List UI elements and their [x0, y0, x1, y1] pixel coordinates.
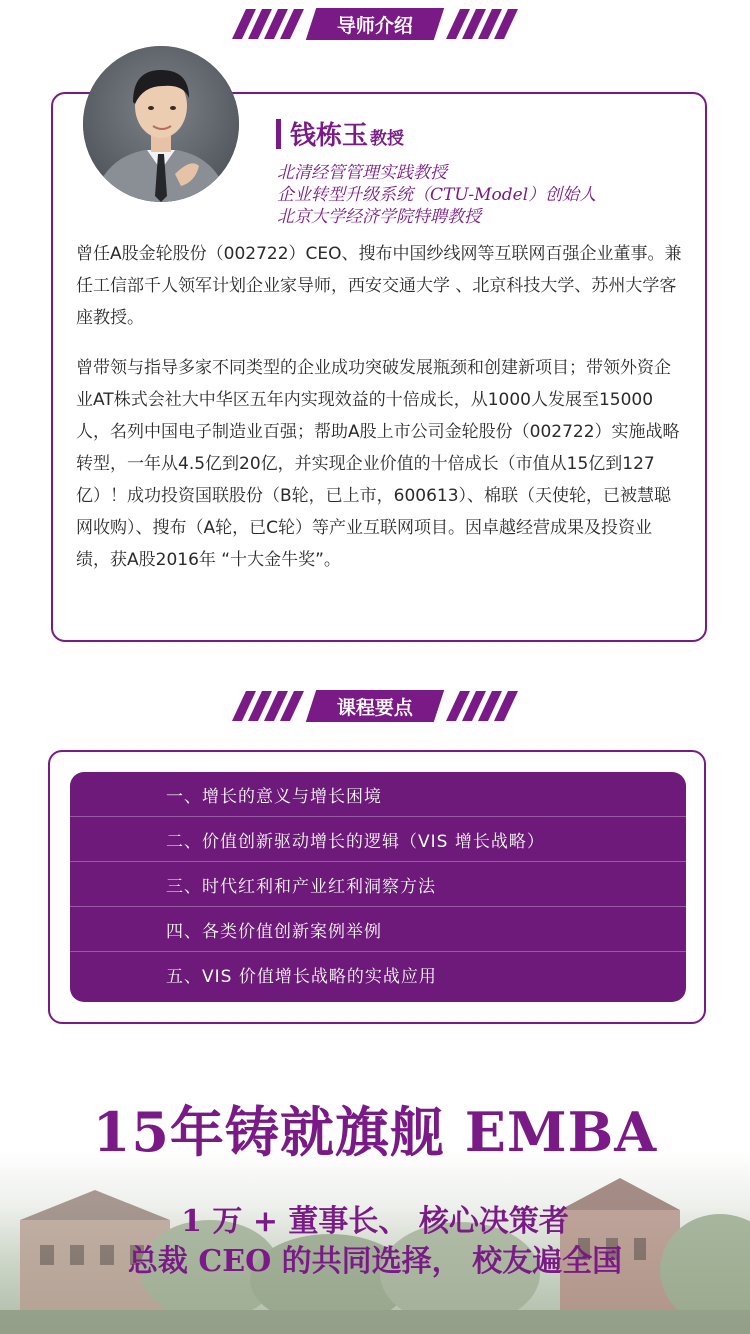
name-accent-bar — [276, 119, 281, 149]
header-stripes-right — [453, 691, 511, 721]
mentor-section-header — [0, 6, 750, 42]
promo-subline-2: 总裁 CEO 的共同选择， 校友遍全国 — [127, 1244, 623, 1279]
promo-subline-1: 1 万 + 董事长、 核心决策者 — [181, 1204, 569, 1239]
mentor-title-line: 北京大学经济学院特聘教授 — [277, 207, 481, 227]
header-stripes-left — [239, 691, 297, 721]
course-item: 三、时代红利和产业红利洞察方法 — [70, 862, 686, 907]
course-item: 二、价值创新驱动增长的逻辑（VIS 增长战略） — [70, 817, 686, 862]
mentor-bio-paragraph-2: 曾带领与指导多家不同类型的企业成功突破发展瓶颈和创建新项目；带领外资企业AT株式会社大中华区五年内实现效益的十倍成长，从1000人发展至15000人，名列中国电子制造业百强；帮助A股上市公司金轮股份（002722）实施战略转型，一年从4.5亿到20亿，并实现企业价值的十倍成长（市值从15亿到127亿）！成功投资国联股份（B轮，已上市，600613）、棉联（天使轮，已被慧聪网收购）、搜布（A轮，已C轮）等产业互联网项目。因卓越经营成果及投资业绩，获A股2016年 “十大金牛奖”。 — [76, 358, 680, 570]
mentor-header-pill — [306, 8, 444, 40]
course-item: 一、增长的意义与增长困境 — [70, 772, 686, 817]
course-item: 四、各类价值创新案例举例 — [70, 907, 686, 952]
mentor-title-line: 企业转型升级系统（CTU-Model）创始人 — [277, 185, 597, 205]
mentor-title-line: 北清经管管理实践教授 — [277, 163, 447, 183]
mentor-name: 钱栋玉 — [290, 121, 369, 151]
header-stripes-left — [239, 9, 297, 39]
mentor-avatar — [83, 46, 239, 202]
course-header-pill — [306, 690, 444, 722]
course-item: 五、VIS 价值增长战略的实战应用 — [166, 967, 437, 987]
course-section-header — [0, 688, 750, 724]
course-header-label: 课程要点 — [336, 696, 413, 719]
promo-headline: 15年铸就旗舰 EMBA — [92, 1100, 658, 1164]
mentor-name-block — [276, 115, 404, 152]
mentor-name-title: 教授 — [370, 129, 405, 149]
mentor-bio-paragraph-1: 曾任A股金轮股份（002722）CEO、搜布中国纱线网等互联网百强企业董事。兼任工信部千人领军计划企业家导师，西安交通大学 、北京科技大学、苏州大学客座教授。 — [76, 244, 682, 328]
mentor-header-label: 导师介绍 — [336, 14, 413, 37]
course-list — [70, 772, 686, 1002]
header-stripes-right — [453, 9, 511, 39]
mentor-titles — [277, 162, 697, 228]
mentor-portrait-image — [83, 46, 239, 202]
